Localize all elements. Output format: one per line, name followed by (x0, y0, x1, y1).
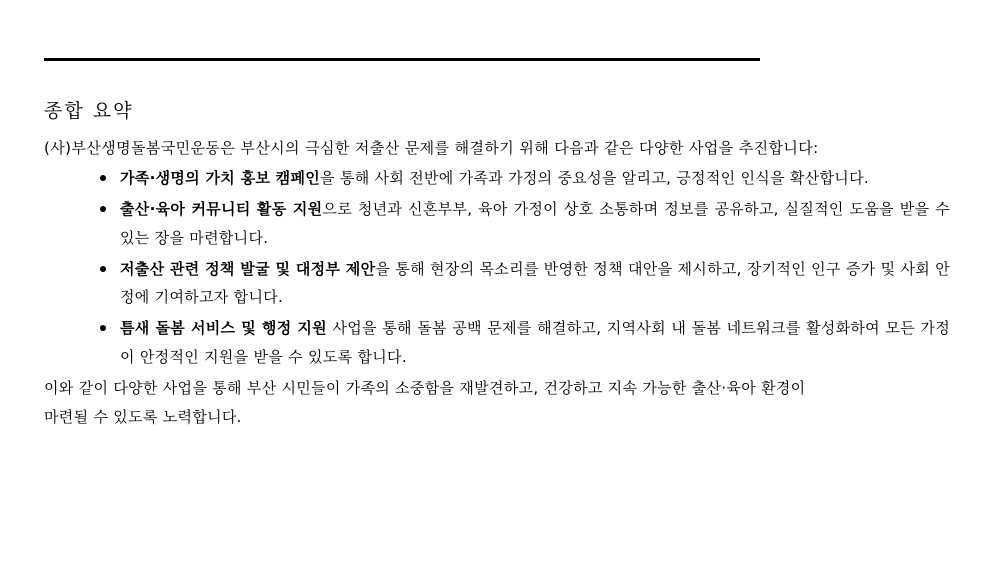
list-item (100, 195, 956, 253)
lead-paragraph: (사)부산생명돌봄국민운동은 부산시의 극심한 저출산 문제를 해결하기 위해 다음과 같은 다양한 사업을 추진합니다: (44, 139, 819, 157)
list-item-bold-label: 틈새 돌봄 서비스 및 행정 지원 (120, 319, 327, 338)
list-item-bold-label: 가족·생명의 가치 홍보 캠페인 (120, 169, 321, 188)
list-item-bold-label: 저출산 관련 정책 발굴 및 대정부 제안 (120, 259, 376, 278)
list-item (100, 255, 956, 313)
closing-paragraph-line-2: 마련될 수 있도록 노력합니다. (44, 407, 242, 426)
header-divider (44, 58, 760, 61)
list-item-text: 사업을 통해 돌봄 공백 문제를 해결하고, 지역사회 내 돌봄 네트워크를 활성화하여 모든 가정이 안정적인 지원을 받을 수 있도록 합니다. (120, 319, 951, 367)
bullet-list (44, 164, 956, 372)
list-item-text: 을 통해 현장의 목소리를 반영한 정책 대안을 제시하고, 장기적인 인구 증가 및 사회 안정에 기여하고자 합니다. (120, 259, 950, 307)
list-item (100, 164, 956, 193)
list-item (100, 314, 956, 372)
list-item-text: 을 통해 사회 전반에 가족과 가정의 중요성을 알리고, 긍정적인 인식을 확산합니다. (320, 169, 869, 188)
page-title: 종합 요약 (44, 100, 134, 122)
list-item-bold-label: 출산·육아 커뮤니티 활동 지원 (120, 200, 323, 219)
closing-paragraph-line-1: 이와 같이 다양한 사업을 통해 부산 시민들이 가족의 소중함을 재발견하고, 건강하고 지속 가능한 출산·육아 환경이 (44, 378, 806, 397)
closing-paragraph (44, 374, 956, 432)
list-item-text: 으로 청년과 신혼부부, 육아 가정이 상호 소통하며 정보를 공유하고, 실질적인 도움을 받을 수 있는 장을 마련합니다. (120, 200, 951, 247)
document-content (44, 96, 956, 431)
